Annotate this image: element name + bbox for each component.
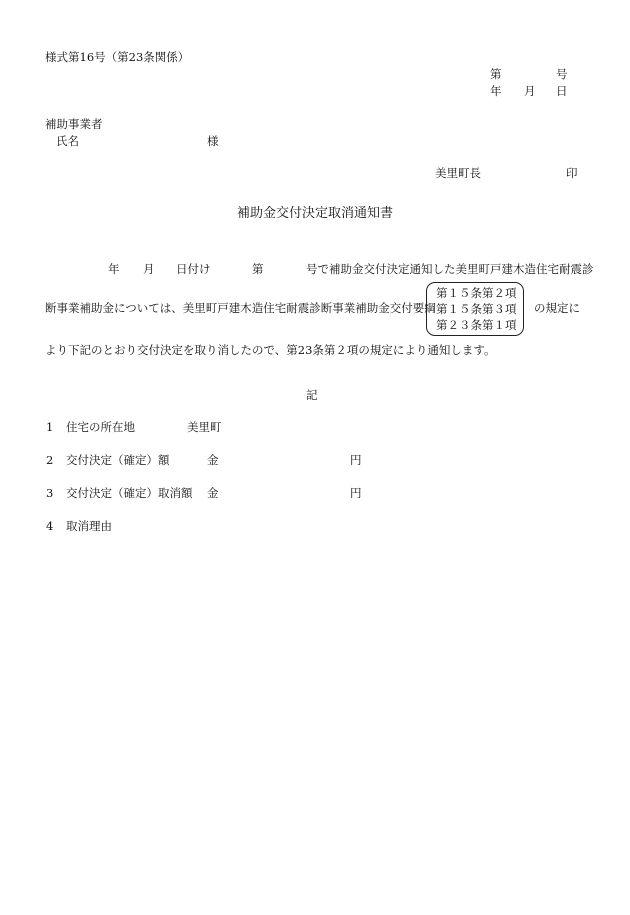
item-unit: 円 <box>350 453 362 467</box>
body-no: 第 <box>252 262 264 276</box>
item-label: 取消理由 <box>66 519 112 533</box>
item-value: 金 <box>207 486 219 500</box>
doc-date-day: 日 <box>556 84 568 98</box>
issuer-seal: 印 <box>566 166 578 180</box>
item-value: 金 <box>207 453 219 467</box>
document-title: 補助金交付決定取消通知書 <box>237 206 394 221</box>
recipient-label: 補助事業者 <box>45 117 103 131</box>
body-year: 年 <box>108 262 120 276</box>
item-unit: 円 <box>350 486 362 500</box>
clause-item: 第１５条第２項 <box>436 286 517 300</box>
clause-bracket <box>426 282 524 336</box>
item-number: 2 <box>46 453 54 467</box>
doc-date-year: 年 <box>490 84 502 98</box>
item-number: 1 <box>46 420 54 434</box>
body-line2-start: 断事業補助金については、美里町戸建木造住宅耐震診断事業補助金交付要綱 <box>45 301 436 315</box>
body-line1-rest: 号で補助金交付決定通知した美里町戸建木造住宅耐震診 <box>306 262 594 276</box>
body-line3: より下記のとおり交付決定を取り消したので、第23条第２項の規定により通知します。 <box>45 343 496 357</box>
item-number: 3 <box>46 486 54 500</box>
body-dated: 日付け <box>176 262 211 276</box>
issuer-title: 美里町長 <box>435 166 481 180</box>
item-label: 住宅の所在地 <box>66 420 135 434</box>
doc-number-label: 第 <box>490 67 502 81</box>
form-number: 様式第16号（第23条関係） <box>45 50 190 64</box>
doc-number-suffix: 号 <box>556 67 568 81</box>
clause-item: 第２３条第１項 <box>436 318 517 332</box>
body-month: 月 <box>143 262 155 276</box>
item-value: 美里町 <box>187 420 222 434</box>
item-number: 4 <box>46 519 54 533</box>
recipient-honorific: 様 <box>207 134 219 148</box>
body-line2-end: の規定に <box>534 301 580 315</box>
item-label: 交付決定（確定）取消額 <box>66 486 193 500</box>
item-label: 交付決定（確定）額 <box>66 453 170 467</box>
clause-item: 第１５条第３項 <box>436 302 517 316</box>
ki-heading: 記 <box>306 388 318 402</box>
doc-date-month: 月 <box>524 84 536 98</box>
recipient-name-label: 氏名 <box>56 134 79 148</box>
